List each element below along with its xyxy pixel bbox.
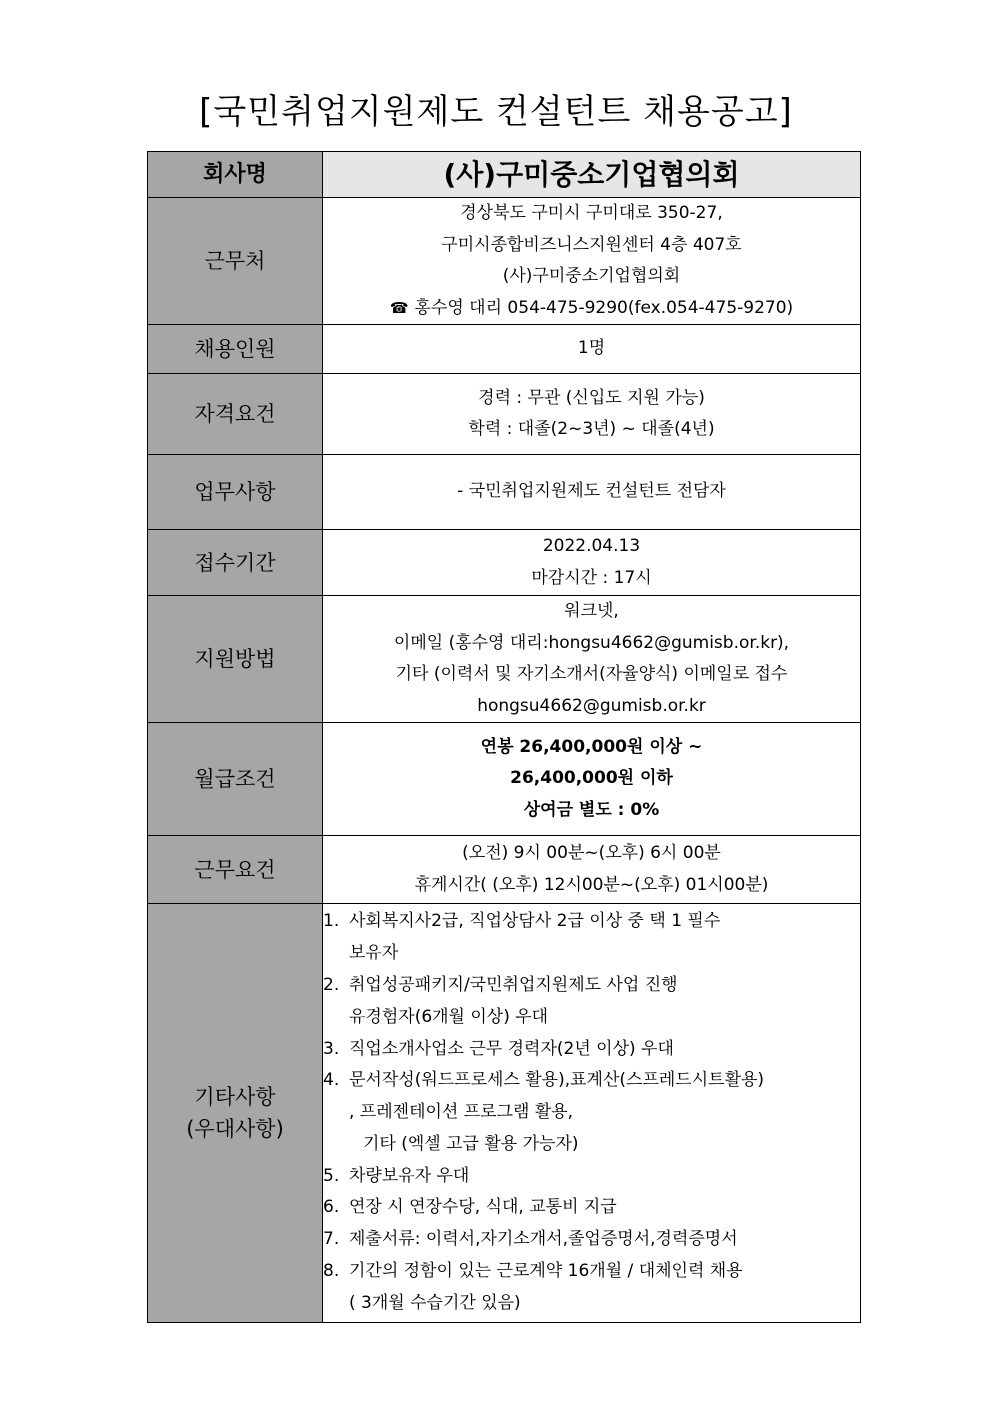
list-item (323, 1192, 860, 1224)
item-number: 4. (323, 1070, 340, 1091)
item-number: 1. (323, 911, 340, 932)
item-continuation: 유경험자(6개월 이상) 우대 (349, 1006, 549, 1027)
list-item (323, 1065, 860, 1097)
row-other (148, 904, 861, 1323)
item-text: 연장 시 연장수당, 식대, 교통비 지급 (349, 1197, 617, 1218)
item-number: 6. (323, 1197, 340, 1218)
value-workplace (323, 198, 861, 325)
list-item (323, 906, 860, 938)
label-headcount: 채용인원 (148, 325, 323, 374)
item-text: 제출서류: 이력서,자기소개서,졸업증명서,경력증명서 (349, 1229, 738, 1250)
list-item (323, 1224, 860, 1256)
value-company: (사)구미중소기업협의회 (323, 152, 861, 198)
item-number: 8. (323, 1261, 340, 1282)
row-method (148, 596, 861, 723)
hours-line: 휴게시간( (오후) 12시00분~(오후) 01시00분) (414, 874, 769, 895)
workplace-line: 구미시종합비즈니스지원센터 4층 407호 (441, 234, 742, 255)
row-qualification (148, 374, 861, 455)
row-period (148, 530, 861, 596)
label-other (148, 904, 323, 1323)
value-headcount: 1명 (323, 325, 861, 374)
label-hours: 근무요건 (148, 836, 323, 904)
value-hours (323, 836, 861, 904)
item-text: 기간의 정함이 있는 근로계약 16개월 / 대체인력 채용 (349, 1261, 743, 1282)
list-item (323, 1034, 860, 1066)
item-number: 5. (323, 1165, 340, 1186)
page-title: [국민취업지원제도 컨설턴트 채용공고] (199, 92, 793, 132)
value-salary (323, 723, 861, 836)
qualification-line: 경력 : 무관 (신입도 지원 가능) (478, 387, 705, 408)
item-text: 취업성공패키지/국민취업지원제도 사업 진행 (349, 974, 678, 995)
value-qualification (323, 374, 861, 455)
list-item (323, 1256, 860, 1288)
contact-text: 홍수영 대리 054-475-9290(fex.054-475-9270) (414, 297, 794, 318)
list-item (323, 970, 860, 1002)
method-line: 기타 (이력서 및 자기소개서(자율양식) 이메일로 접수 (395, 664, 788, 684)
item-number: 3. (323, 1038, 340, 1059)
row-hours (148, 836, 861, 904)
item-text: 차량보유자 우대 (349, 1165, 470, 1186)
label-other-line1: 기타사항 (194, 1085, 276, 1109)
row-salary (148, 723, 861, 836)
row-company (148, 152, 861, 198)
list-item (323, 1161, 860, 1193)
item-continuation: ( 3개월 수습기간 있음) (349, 1292, 521, 1313)
item-text: 사회복지사2급, 직업상담사 2급 이상 중 택 1 필수 (349, 911, 721, 932)
value-method (323, 596, 861, 723)
label-period: 접수기간 (148, 530, 323, 596)
workplace-line: (사)구미중소기업협의회 (502, 266, 681, 286)
period-line: 마감시간 : 17시 (531, 567, 652, 588)
job-posting-table (147, 151, 861, 1323)
item-number: 7. (323, 1229, 340, 1250)
label-salary: 월급조건 (148, 723, 323, 836)
qualification-line: 학력 : 대졸(2~3년) ~ 대졸(4년) (468, 419, 715, 439)
item-continuation: , 프레젠테이션 프로그램 활용, (349, 1102, 574, 1123)
item-text: 문서작성(워드프로세스 활용),표계산(스프레드시트활용) (349, 1070, 765, 1091)
value-other (323, 904, 861, 1323)
item-continuation: 보유자 (349, 943, 399, 964)
period-line: 2022.04.13 (542, 536, 641, 556)
label-company: 회사명 (148, 152, 323, 198)
salary-line: 연봉 26,400,000원 이상 ~ (480, 736, 703, 757)
workplace-line: 경상북도 구미시 구미대로 350-27, (460, 203, 723, 223)
workplace-contact (323, 293, 860, 325)
telephone-icon: ☎ (389, 298, 409, 317)
method-line: 워크넷, (564, 601, 619, 621)
label-duties: 업무사항 (148, 455, 323, 530)
label-workplace: 근무처 (148, 198, 323, 325)
value-duties: - 국민취업지원제도 컨설턴트 전담자 (323, 455, 861, 530)
row-duties (148, 455, 861, 530)
label-method: 지원방법 (148, 596, 323, 723)
item-continuation: 기타 (엑셀 고급 활용 가능자) (363, 1133, 579, 1154)
row-workplace (148, 198, 861, 325)
value-period (323, 530, 861, 596)
item-number: 2. (323, 974, 340, 995)
item-text: 직업소개사업소 근무 경력자(2년 이상) 우대 (349, 1038, 674, 1059)
row-headcount (148, 325, 861, 374)
hours-line: (오전) 9시 00분~(오후) 6시 00분 (462, 843, 721, 863)
salary-line: 26,400,000원 이하 (510, 768, 673, 789)
method-line: hongsu4662@gumisb.or.kr (477, 695, 706, 716)
method-line: 이메일 (홍수영 대리:hongsu4662@gumisb.or.kr), (393, 632, 790, 653)
salary-line: 상여금 별도 : 0% (523, 799, 660, 820)
label-other-line2: (우대사항) (186, 1117, 284, 1141)
label-qualification: 자격요건 (148, 374, 323, 455)
